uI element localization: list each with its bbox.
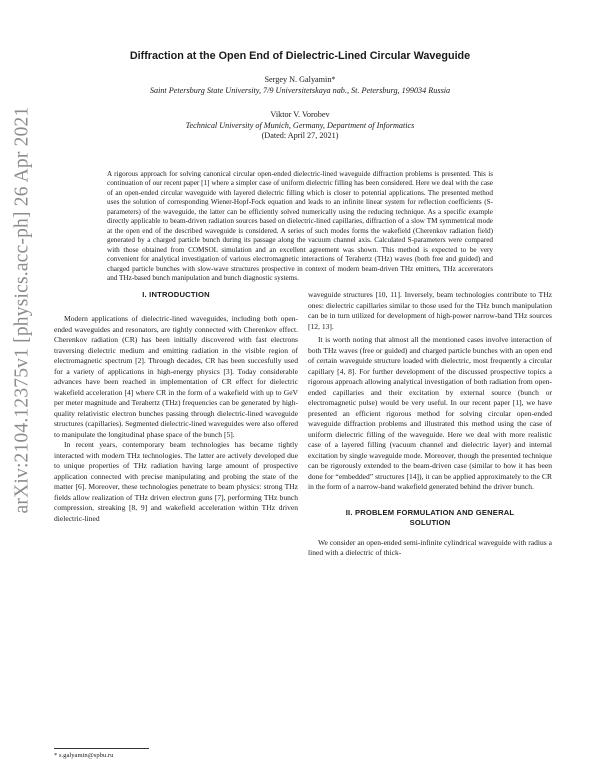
author-1-name: Sergey N. Galyamin*	[264, 75, 336, 84]
intro-paragraph-2: In recent years, contemporary beam technologies has became tightly interacted with modern THz technologies. The latter are actively developed due to unique properties of THz radiation having large amount of prospective application connected with precise manipulating and probing the state of the matter [6]. Moreover, these technologies penetrate to beam physics: strong THz fields allow realization of THz driven electron guns [7], performing THz bunch compression, streaking [8, 9] and wakefield acceleration within THz driven dielectric-lined	[54, 440, 298, 523]
abstract: A rigorous approach for solving canonical circular open-ended dielectric-lined waveguide diffraction problems is presented. This is continuation of our recent paper [1] where a simpler case of uniform dielectric filling has been considered. Here we deal with the case of an open-ended circular waveguide with layered dielectric filling which is closer to potential applications. The presented method uses the solution of corresponding Wiener-Hopf-Fock equation and leads to an infinite linear system for reflection coefficients (S-parameters) of the waveguide, the latter can be efficiently solved numerically using the reducing technique. As a specific example directly applicable to beam-driven radiation sources based on dielectric-lined capillaries, diffraction of a slow TM symmetrical mode at the open end of the described waveguide is considered. A series of such modes forms the wakefield (Cherenkov radiation field) generated by a charged particle bunch during its passage along the vacuum channel axis. Calculated S-parameters were compared with those obtained from COMSOL simulation and an excellent agreement was shown. This method is expected to be very convenient for analytical investigation of various electromagnetic interactions of Terahertz (THz) waves (both free and guided) and charged particle bunches with slow-wave structures prospective in context of modern beam-driven THz emitters, THz accererators and THz-based bunch manipulation and bunch diagnostic systems.	[107, 170, 493, 282]
left-column	[54, 290, 298, 524]
section-2-paragraph: We consider an open-ended semi-infinite cylindrical waveguide with radius a lined with a dielectric of thick-	[308, 537, 552, 557]
author-1-affiliation: Saint Petersburg State University, 7/9 Universitetskaya nab., St. Petersburg, 199034 Russia	[149, 86, 451, 95]
right-paragraph-2: It is worth noting that almost all the mentioned cases involve interaction of both THz waves (free or guided) and charged particle bunches with an open end of certain waveguide structure loaded with dielectric, most frequently a circular capillary [4, 8]. For further development of the discussed prospective topics a rigorous approach allowing analytical investigation of both radiation from open-ended capillaries and their excitation by external source (bunch or electromagnetic pulse) would be very useful. In our recent paper [1], we have presented an efficient rigorous method for solving circular open-ended waveguide diffraction problems and illustrated this method using the case of uniform dielectric filling of the waveguide. Here we deal with more realistic case of a layered filling (vacuum channel and dielectric layer) and internal excitation by single waveguide mode. Moreover, though the presented technique can be rigorously extended to the beam-driven case (similar to how it has been done for “embedded” structures [14]), it can be applied approximately to the CR in the form of a narrow-band wakefield generated behind the driver bunch.	[308, 335, 552, 491]
right-paragraph-1: waveguide structures [10, 11]. Inversely, beam technologies contribute to THz ones: dielectric capillaries similar to those used for the THz bunch manipulation can be in turn utilized for development of high-power narrow-band THz sources [12, 13].	[308, 290, 552, 331]
right-column	[308, 290, 552, 559]
section-2-heading: II. PROBLEM FORMULATION AND GENERAL SOLUTION	[345, 507, 515, 527]
intro-paragraph-1: Modern applications of dielectric-lined waveguides, including both open-ended waveguides and resonators, are tightly connected with Cherenkov effect. Cherenkov radiation (CR) has been initially discovered with fast electrons traversing dielectric medium and emitting radiation in the visible region of electromagnetic spectrum [2]. Through decades, CR has been succesfully used for a variety of applications in high-energy physics [3]. Today considerable advances have been reached in implementation of CR effect for dielectric wakefield acceleration [4] where CR in the form of a wakefield with up to GeV per meter magnitude and Terahertz (THz) frequencies can be generated by high-quality relativistic electron bunches passing through dielectric-lined waveguide structures (capillaries). Segmented dielectric-lined waveguides were also offered to manipulate the longitudinal phase space of the bunch [5].	[54, 314, 298, 439]
footnote-rule	[54, 748, 149, 749]
arxiv-identifier-stamp	[6, 95, 38, 525]
author-2-affiliation: Technical University of Munich, Germany, Department of Informatics	[185, 121, 415, 130]
paper-title: Diffraction at the Open End of Dielectric-Lined Circular Waveguide	[129, 50, 471, 62]
section-1-heading: I. INTRODUCTION	[142, 290, 210, 299]
footnote-email: * s.galyamin@spbu.ru	[54, 752, 114, 759]
arxiv-id-text: arXiv:2104.12375v1 [physics.acc-ph] 26 Apr 2021	[11, 106, 33, 514]
author-2-name: Viktor V. Vorobev	[270, 110, 330, 119]
dated-line: (Dated: April 27, 2021)	[261, 131, 339, 140]
